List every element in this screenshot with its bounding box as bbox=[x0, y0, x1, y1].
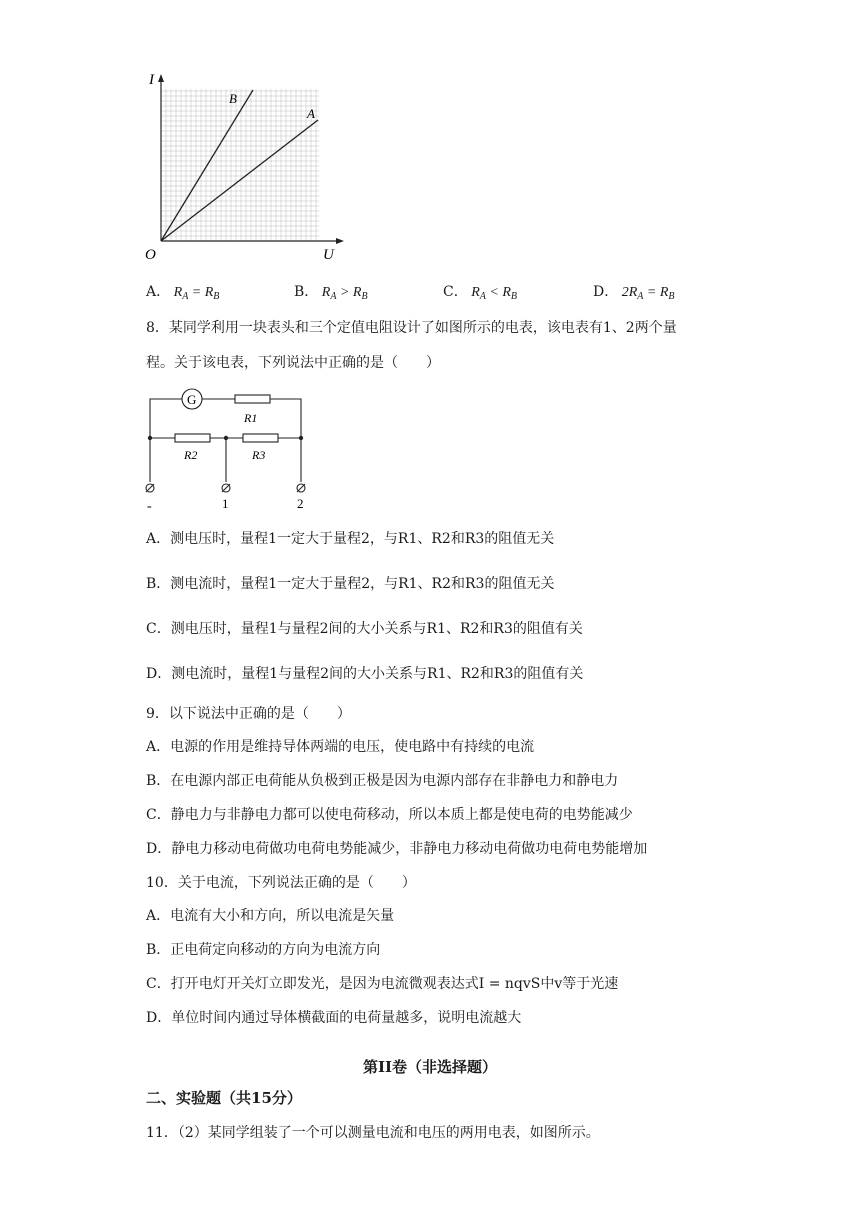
q8-option-c: C．测电压时，量程1与量程2间的大小关系与R1、R2和R3的阻值有关 bbox=[146, 621, 583, 637]
q9-option-b: B．在电源内部正电荷能从负极到正极是因为电源内部存在非静电力和静电力 bbox=[146, 773, 619, 789]
q8-stem-line1: 8．某同学利用一块表头和三个定值电阻设计了如图所示的电表，该电表有1、2两个量 bbox=[146, 320, 677, 336]
junction-mid bbox=[224, 436, 228, 440]
q7-option-d: D． $2R_A = R_B$ bbox=[593, 284, 675, 302]
q11-stem: 11．（2）某同学组装了一个可以测量电流和电压的两用电表，如图所示。 bbox=[146, 1125, 600, 1141]
resistor-r1 bbox=[235, 395, 270, 403]
q7-option-c: C． $R_A < R_B$ bbox=[443, 284, 517, 302]
i-axis-arrow bbox=[158, 74, 164, 82]
line-b-label: B bbox=[229, 91, 237, 106]
terminal-1-label: 1 bbox=[222, 496, 229, 511]
q10-option-d: D．单位时间内通过导体横截面的电荷量越多，说明电流越大 bbox=[146, 1010, 522, 1026]
origin-label: O bbox=[145, 247, 156, 263]
r1-label: R1 bbox=[244, 411, 258, 425]
q9-option-d: D．静电力移动电荷做功电荷电势能减少，非静电力移动电荷做功电荷电势能增加 bbox=[146, 841, 648, 857]
q9-option-c: C．静电力与非静电力都可以使电荷移动，所以本质上都是使电荷的电势能减少 bbox=[146, 807, 633, 823]
q7-option-a: A． $R_A = R_B$ bbox=[146, 284, 220, 302]
resistor-r2 bbox=[175, 434, 210, 442]
junction-right bbox=[299, 436, 303, 440]
junction-left bbox=[148, 436, 152, 440]
axis-label-i: I bbox=[149, 72, 154, 88]
ammeter-circuit bbox=[140, 384, 315, 514]
part2-heading: 二、实验题（共15分） bbox=[146, 1089, 302, 1107]
resistor-r3 bbox=[243, 434, 278, 442]
q9-option-a: A．电源的作用是维持导体两端的电压，使电路中有持续的电流 bbox=[146, 739, 535, 755]
q9-stem: 9．以下说法中正确的是（ ） bbox=[146, 706, 351, 722]
terminal-minus-label: - bbox=[147, 499, 152, 514]
terminal-2-label: 2 bbox=[297, 496, 304, 511]
line-a-label: A bbox=[307, 106, 315, 121]
q10-option-a: A．电流有大小和方向，所以电流是矢量 bbox=[146, 908, 395, 924]
meter-label: G bbox=[187, 392, 197, 407]
q7-option-b: B． $R_A > R_B$ bbox=[294, 284, 368, 302]
iu-graph bbox=[140, 68, 350, 263]
axis-label-u: U bbox=[323, 247, 334, 263]
r2-label: R2 bbox=[184, 448, 198, 462]
q10-stem: 10．关于电流，下列说法正确的是（ ） bbox=[146, 875, 416, 891]
line-b bbox=[161, 90, 253, 241]
u-axis-arrow bbox=[336, 238, 344, 244]
q10-option-b: B．正电荷定向移动的方向为电流方向 bbox=[146, 942, 381, 958]
q8-option-a: A．测电压时，量程1一定大于量程2，与R1、R2和R3的阻值无关 bbox=[146, 531, 555, 547]
q8-option-b: B．测电流时，量程1一定大于量程2，与R1、R2和R3的阻值无关 bbox=[146, 576, 555, 592]
r3-label: R3 bbox=[252, 448, 266, 462]
q8-option-d: D．测电流时，量程1与量程2间的大小关系与R1、R2和R3的阻值有关 bbox=[146, 666, 584, 682]
q8-stem-line2: 程。关于该电表，下列说法中正确的是（ ） bbox=[146, 355, 440, 371]
section-title: 第II卷（非选择题） bbox=[362, 1058, 498, 1076]
line-a bbox=[161, 120, 318, 241]
q10-option-c: C．打开电灯开关灯立即发光，是因为电流微观表达式I = nqvS中v等于光速 bbox=[146, 976, 619, 992]
